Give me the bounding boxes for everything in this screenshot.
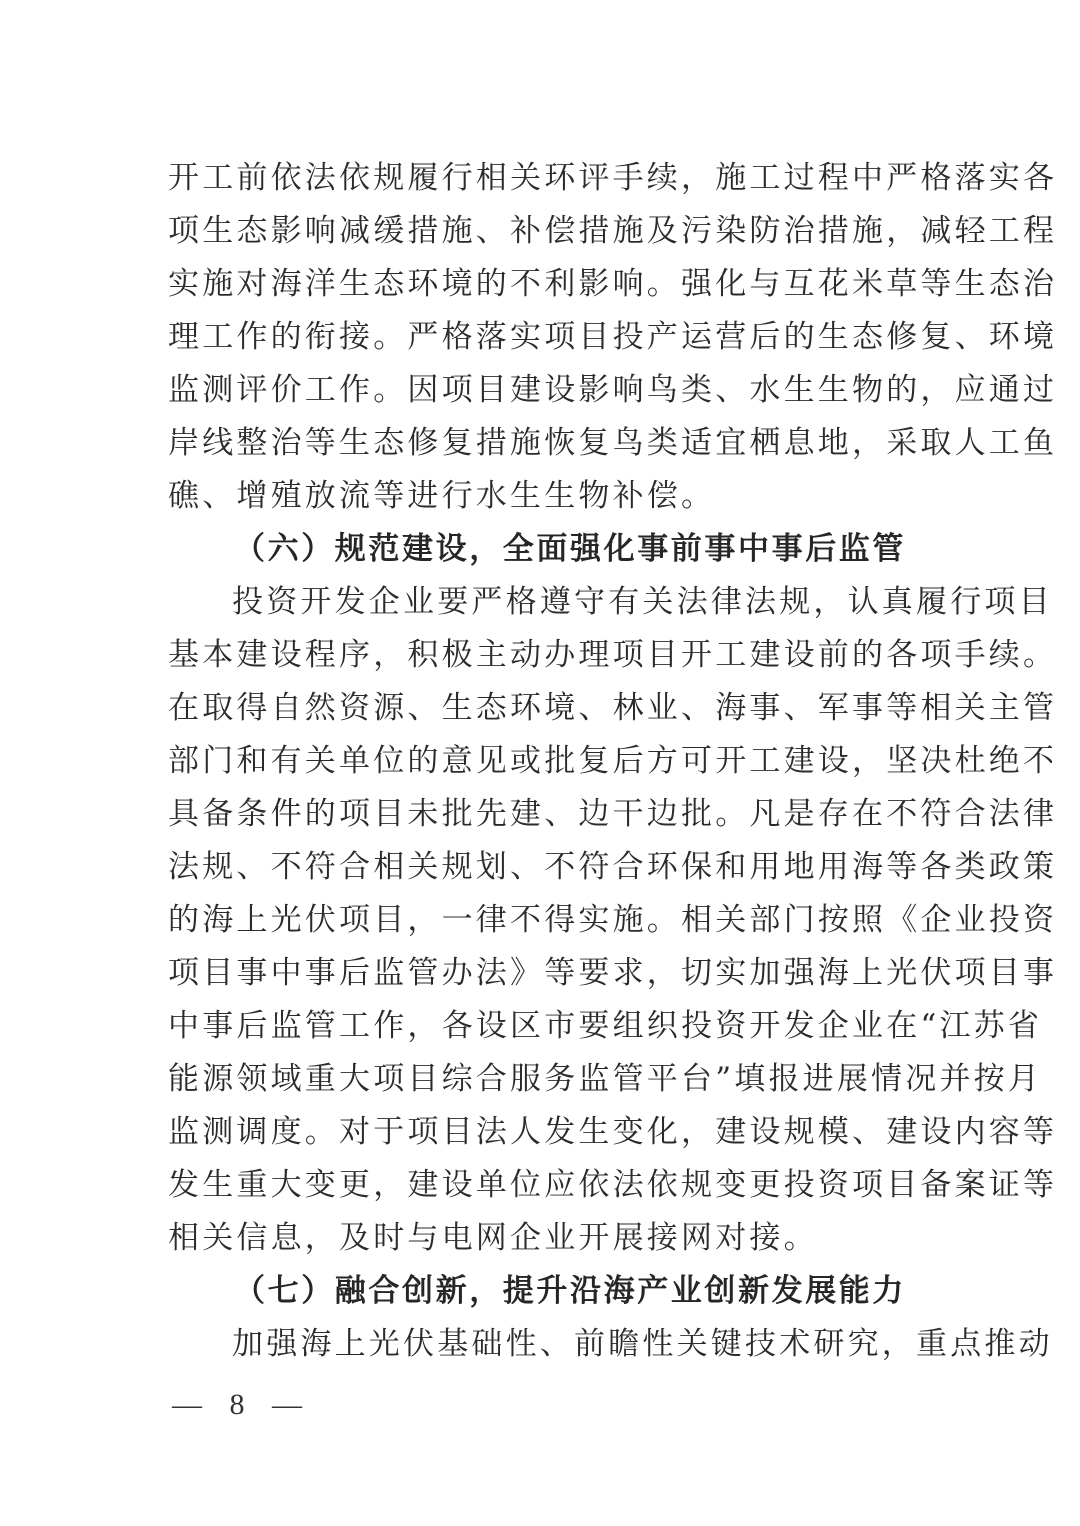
page-number: — 8 — [172, 1388, 312, 1421]
text-line: 项生态影响减缓措施、补偿措施及污染防治措施，减轻工程 [168, 213, 1058, 249]
text-line: 能源领域重大项目综合服务监管平台”填报进展情况并按月 [168, 1061, 1043, 1097]
text-line: 发生重大变更，建设单位应依法依规变更投资项目备案证等 [168, 1167, 1058, 1203]
text-line: 开工前依法依规履行相关环评手续，施工过程中严格落实各 [168, 160, 1058, 196]
document-body [168, 152, 1058, 1371]
paragraph-innovation [168, 1318, 1053, 1371]
text-line: 岸线整治等生态修复措施恢复鸟类适宜栖息地，采取人工鱼 [168, 425, 1058, 461]
text-line: 的海上光伏项目，一律不得实施。相关部门按照《企业投资 [168, 902, 1058, 938]
text-line: 理工作的衔接。严格落实项目投产运营后的生态修复、环境 [168, 319, 1058, 355]
text-line: 监测评价工作。因项目建设影响鸟类、水生生物的，应通过 [168, 372, 1058, 408]
text-line: 基本建设程序，积极主动办理项目开工建设前的各项手续。 [168, 637, 1058, 673]
text-line: 在取得自然资源、生态环境、林业、海事、军事等相关主管 [168, 690, 1058, 726]
paragraph-ecological-measures [168, 152, 1058, 523]
paragraph-supervision [168, 576, 1058, 1265]
text-line: 礁、增殖放流等进行水生生物补偿。 [168, 478, 716, 514]
text-line: 具备条件的项目未批先建、边干边批。凡是存在不符合法律 [168, 796, 1058, 832]
text-line: 加强海上光伏基础性、前瞻性关键技术研究，重点推动 [232, 1326, 1053, 1362]
text-line: 投资开发企业要严格遵守有关法律法规，认真履行项目 [232, 584, 1053, 620]
text-line: 法规、不符合相关规划、不符合环保和用地用海等各类政策 [168, 849, 1058, 885]
section-heading-7: （七）融合创新，提升沿海产业创新发展能力 [234, 1273, 906, 1309]
text-line: 相关信息，及时与电网企业开展接网对接。 [168, 1220, 818, 1256]
text-line: 部门和有关单位的意见或批复后方可开工建设，坚决杜绝不 [168, 743, 1058, 779]
text-line: 实施对海洋生态环境的不利影响。强化与互花米草等生态治 [168, 266, 1058, 302]
text-line: 中事后监管工作，各设区市要组织投资开发企业在“江苏省 [168, 1008, 1043, 1044]
section-heading-6: （六）规范建设，全面强化事前事中事后监管 [234, 531, 906, 567]
text-line: 项目事中事后监管办法》等要求，切实加强海上光伏项目事 [168, 955, 1058, 991]
text-line: 监测调度。对于项目法人发生变化，建设规模、建设内容等 [168, 1114, 1058, 1150]
